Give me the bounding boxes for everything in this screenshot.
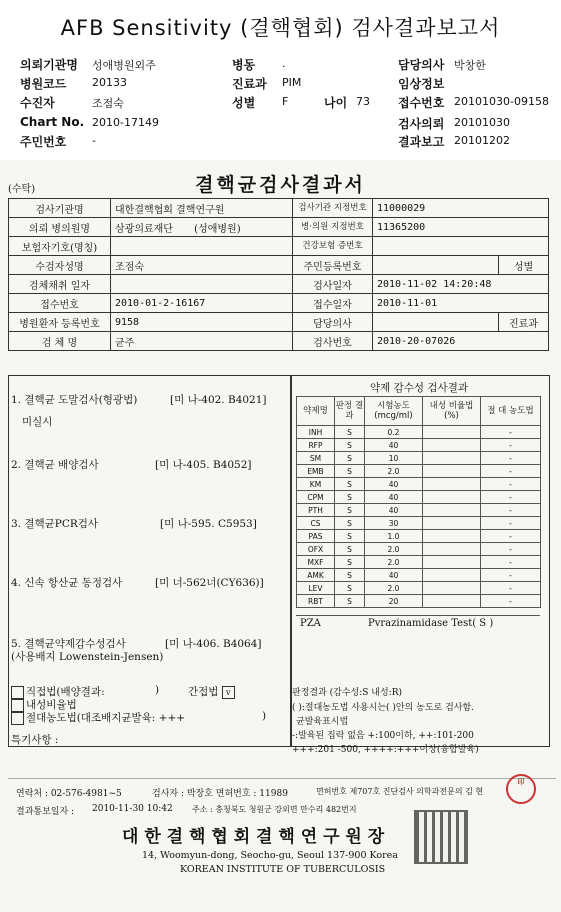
drug-name: AMK <box>297 569 335 582</box>
judgement: S <box>335 478 365 491</box>
gender-label: 성별 <box>232 96 256 110</box>
direct-close: ) <box>155 684 160 696</box>
resistance-ratio <box>423 478 481 491</box>
resistance-ratio <box>423 491 481 504</box>
patient-label: 수진자 <box>20 96 55 110</box>
test-no-label: 검사번호 <box>293 332 373 351</box>
report-date-label: 결과보고 <box>398 135 445 149</box>
concentration: 40 <box>365 478 423 491</box>
resistance-ratio <box>423 569 481 582</box>
header-resistance-ratio: 내성 비율법(%) <box>423 397 481 426</box>
absolute-method: 절대농도법(대조배지균발육: +++ <box>11 710 185 725</box>
resistance-ratio-method: 내성비율법 <box>11 697 77 712</box>
age-label: 나이 <box>324 96 348 110</box>
header-absolute: 절 대 농도법 <box>481 397 541 426</box>
concentration: 2.0 <box>365 556 423 569</box>
test-5-code: [미 나-406. B4064] <box>165 638 262 650</box>
specimen-label: 검 체 명 <box>9 332 111 351</box>
judgement-line-1: 판정결과 (감수성:S 내성:R) <box>292 688 402 698</box>
org-name-en: KOREAN INSTITUTE OF TUBERCULOSIS <box>180 864 386 875</box>
institution-label: 의뢰기관명 <box>20 58 78 72</box>
sensitivity-row <box>297 517 541 530</box>
resistance-ratio <box>423 439 481 452</box>
resistance-ratio <box>423 595 481 608</box>
req-value: 삼광의료재단 <box>115 223 173 235</box>
absolute-concentration: - <box>481 465 541 478</box>
rec-date-label: 접수일자 <box>293 294 373 313</box>
info-table <box>8 198 549 351</box>
rec-no-value: 2010-01-2-16167 <box>111 294 293 313</box>
drug-name: LEV <box>297 582 335 595</box>
specimen-value: 균주 <box>111 332 293 351</box>
resistance-ratio <box>423 517 481 530</box>
sensitivity-row <box>297 504 541 517</box>
concentration: 2.0 <box>365 543 423 556</box>
report-date-value: 20101202 <box>454 134 510 147</box>
judgement: S <box>335 491 365 504</box>
test-date-value: 2010-11-02 14:20:48 <box>373 275 549 294</box>
concentration: 40 <box>365 504 423 517</box>
test-date-label: 검사일자 <box>293 275 373 294</box>
drug-name: CS <box>297 517 335 530</box>
sensitivity-title: 약제 감수성 검사결과 <box>370 382 468 394</box>
req-no-label: 병·의원 지정번호 <box>293 218 373 237</box>
resident-no-value: - <box>92 134 96 147</box>
req-sub: (성애병원) <box>194 223 241 235</box>
req-cell <box>111 218 293 237</box>
concentration: 2.0 <box>365 465 423 478</box>
judgement: S <box>335 582 365 595</box>
concentration: 40 <box>365 439 423 452</box>
license: 면허번호 제707호 진단검사 의학과전문의 김 현 <box>316 787 484 796</box>
inst-no-value: 11000029 <box>373 199 549 218</box>
test-4-code: [미 너-562너(CY636)] <box>155 577 264 589</box>
absolute-concentration: - <box>481 543 541 556</box>
hospital-code-value: 20133 <box>92 76 127 89</box>
absolute-concentration: - <box>481 491 541 504</box>
judgement: S <box>335 452 365 465</box>
sensitivity-row <box>297 491 541 504</box>
red-seal-stamp: 印 <box>506 774 536 804</box>
doctor-cell-label: 담당의사 <box>293 313 373 332</box>
drug-name: CPM <box>297 491 335 504</box>
drug-name: EMB <box>297 465 335 478</box>
pza-value: Pvrazinamidase Test( S ) <box>368 618 494 629</box>
judgement-line-3: 균발육표시법 <box>296 717 349 727</box>
resistance-ratio <box>423 543 481 556</box>
institution-value: 성애병원외주 <box>92 59 156 72</box>
absolute-checkbox <box>11 712 24 725</box>
concentration: 20 <box>365 595 423 608</box>
test-2-code: [미 나-405. B4052] <box>155 459 252 471</box>
org-name-kr: 대 한 결 핵 협 회 결 핵 연 구 원 장 <box>122 827 385 847</box>
resistance-ratio <box>423 556 481 569</box>
absolute-concentration: - <box>481 582 541 595</box>
patient-value: 조점숙 <box>92 97 124 110</box>
judgement: S <box>335 439 365 452</box>
drug-name: RBT <box>297 595 335 608</box>
receipt-no-label: 접수번호 <box>398 96 445 110</box>
header-drug: 약제명 <box>297 397 335 426</box>
sensitivity-row <box>297 426 541 439</box>
inst-no-label: 검사기관 지정번호 <box>293 199 373 218</box>
report-date-footer: 2010-11-30 10:42 <box>92 804 173 814</box>
indirect-checkbox: v <box>222 686 235 699</box>
concentration: 0.2 <box>365 426 423 439</box>
form-title: 결핵균검사결과서 <box>195 174 366 196</box>
absolute-concentration: - <box>481 478 541 491</box>
request-date-value: 20101030 <box>454 116 510 129</box>
page-title: AFB Sensitivity (결핵협회) 검사결과보고서 <box>60 16 501 40</box>
concentration: 1.0 <box>365 530 423 543</box>
doctor-cell-value <box>373 313 499 332</box>
address-en: 14, Woomyun-dong, Seocho-gu, Seoul 137-900 Korea <box>142 850 398 861</box>
sensitivity-row <box>297 582 541 595</box>
judgement: S <box>335 465 365 478</box>
resident-label: 주민등록번호 <box>293 256 373 275</box>
test-3-name: 3. 결핵균PCR검사 <box>11 518 99 530</box>
resistance-ratio <box>423 582 481 595</box>
drug-name: OFX <box>297 543 335 556</box>
judgement: S <box>335 504 365 517</box>
dept-cell-label: 진료과 <box>499 313 549 332</box>
absolute-concentration: - <box>481 556 541 569</box>
receipt-mark: (수탁) <box>8 184 36 195</box>
concentration: 40 <box>365 491 423 504</box>
ward-value: . <box>282 57 286 70</box>
drug-name: PAS <box>297 530 335 543</box>
sensitivity-table <box>296 396 541 608</box>
resident-value <box>373 256 499 275</box>
hospital-code-label: 병원코드 <box>20 77 67 91</box>
judgement: S <box>335 426 365 439</box>
chart-no-label: Chart No. <box>20 115 85 129</box>
concentration: 30 <box>365 517 423 530</box>
inst-label: 검사기관명 <box>9 199 111 218</box>
sensitivity-row <box>297 465 541 478</box>
patient-name-label: 수검자성명 <box>9 256 111 275</box>
req-label: 의뢰 병의원명 <box>9 218 111 237</box>
concentration: 2.0 <box>365 582 423 595</box>
health-label: 건강보험 증번호 <box>293 237 373 256</box>
chart-no-value: 2010-17149 <box>92 116 159 129</box>
test-5-medium: (사용배지 Lowenstein-Jensen) <box>11 651 164 663</box>
scanned-result-form <box>0 160 561 912</box>
drug-name: PTH <box>297 504 335 517</box>
doctor-label: 담당의사 <box>398 58 445 72</box>
report-date-label-footer: 결과통보일자 : <box>16 807 75 817</box>
drug-name: INH <box>297 426 335 439</box>
hosp-no-label: 병원환자 등록번호 <box>9 313 111 332</box>
rec-date-value: 2010-11-01 <box>373 294 549 313</box>
pza-label: PZA <box>300 618 321 629</box>
absolute-close: ) <box>262 710 267 722</box>
header-judgement: 판정 결과 <box>335 397 365 426</box>
footer-divider <box>8 778 556 779</box>
insured-value <box>111 237 293 256</box>
judgement-line-2: ( ):절대농도법 사용시는( )안의 농도로 검사함. <box>292 703 475 713</box>
test-1-result: 미실시 <box>22 416 53 428</box>
hosp-no-value: 9158 <box>111 313 293 332</box>
drug-name: MXF <box>297 556 335 569</box>
sensitivity-row <box>297 452 541 465</box>
header-concentration: 시험농도 (mcg/ml) <box>365 397 423 426</box>
concentration: 40 <box>365 569 423 582</box>
collect-label: 검체채취 일자 <box>9 275 111 294</box>
test-1-name: 1. 결핵균 도말검사(형광법) <box>11 394 138 406</box>
absolute-concentration: - <box>481 504 541 517</box>
rec-no-label: 접수번호 <box>9 294 111 313</box>
drug-name: KM <box>297 478 335 491</box>
test-no-value: 2010-20-07026 <box>373 332 549 351</box>
resistance-ratio <box>423 426 481 439</box>
gender-value: F <box>282 95 289 108</box>
patient-name-value: 조점숙 <box>111 256 293 275</box>
test-5-name: 5. 결핵균약제감수성검사 <box>11 638 126 650</box>
sensitivity-row <box>297 569 541 582</box>
sensitivity-header-row <box>297 397 541 426</box>
insured-label: 보험자기호(명칭) <box>9 237 111 256</box>
gender-cell-label: 성별 <box>499 256 549 275</box>
department-value: PIM <box>282 76 302 89</box>
ward-label: 병동 <box>232 58 256 72</box>
absolute-concentration: - <box>481 452 541 465</box>
official-seal-icon <box>414 810 468 864</box>
resistance-ratio <box>423 530 481 543</box>
judgement: S <box>335 543 365 556</box>
receipt-no-value: 20101030-09158 <box>454 95 549 108</box>
absolute-concentration: - <box>481 439 541 452</box>
resistance-ratio <box>423 465 481 478</box>
sensitivity-row <box>297 439 541 452</box>
resident-no-label: 주민번호 <box>20 135 67 149</box>
contact: 연락처 : 02-576-4981~5 <box>16 789 122 799</box>
resistance-ratio <box>423 452 481 465</box>
test-2-name: 2. 결핵균 배양검사 <box>11 459 99 471</box>
clinical-info-label: 임상정보 <box>398 77 445 91</box>
resistance-ratio <box>423 504 481 517</box>
sensitivity-row <box>297 556 541 569</box>
absolute-concentration: - <box>481 517 541 530</box>
address-kr: 주소 : 충청북도 청원군 강외면 만수리 482번지 <box>192 805 357 814</box>
concentration: 10 <box>365 452 423 465</box>
absolute-concentration: - <box>481 595 541 608</box>
sensitivity-row <box>297 478 541 491</box>
indirect-method: 간접법 v <box>188 684 237 699</box>
judgement: S <box>335 556 365 569</box>
judgement: S <box>335 530 365 543</box>
judgement: S <box>335 569 365 582</box>
inst-value: 대한결핵협회 결핵연구원 <box>111 199 293 218</box>
absolute-concentration: - <box>481 426 541 439</box>
request-date-label: 검사의뢰 <box>398 117 445 131</box>
judgement: S <box>335 595 365 608</box>
examiner: 검사자 : 박장호 면허번호 : 11989 <box>152 789 288 799</box>
remarks-label: 특기사항 : <box>11 734 59 746</box>
judgement-line-4: -:발육된 집락 없음 +:100이하, ++:101-200 <box>292 731 474 741</box>
doctor-value: 박창한 <box>454 59 486 72</box>
judgement-line-5: +++:201 -500, ++++:+++이상(융합발육) <box>292 745 479 755</box>
judgement: S <box>335 517 365 530</box>
sensitivity-row <box>297 530 541 543</box>
test-1-code: [미 나-402. B4021] <box>170 394 267 406</box>
age-value: 73 <box>356 95 370 108</box>
sensitivity-row <box>297 595 541 608</box>
pza-divider <box>296 615 540 616</box>
absolute-concentration: - <box>481 530 541 543</box>
test-4-name: 4. 신속 항산균 동정검사 <box>11 577 123 589</box>
collect-value <box>111 275 293 294</box>
test-3-code: [미 나-595. C5953] <box>160 518 257 530</box>
health-value <box>373 237 549 256</box>
department-label: 진료과 <box>232 77 267 91</box>
drug-name: RFP <box>297 439 335 452</box>
drug-name: SM <box>297 452 335 465</box>
absolute-concentration: - <box>481 569 541 582</box>
sensitivity-row <box>297 543 541 556</box>
direct-method: 직접법(배양결과: <box>11 684 105 699</box>
req-no-value: 11365200 <box>373 218 549 237</box>
